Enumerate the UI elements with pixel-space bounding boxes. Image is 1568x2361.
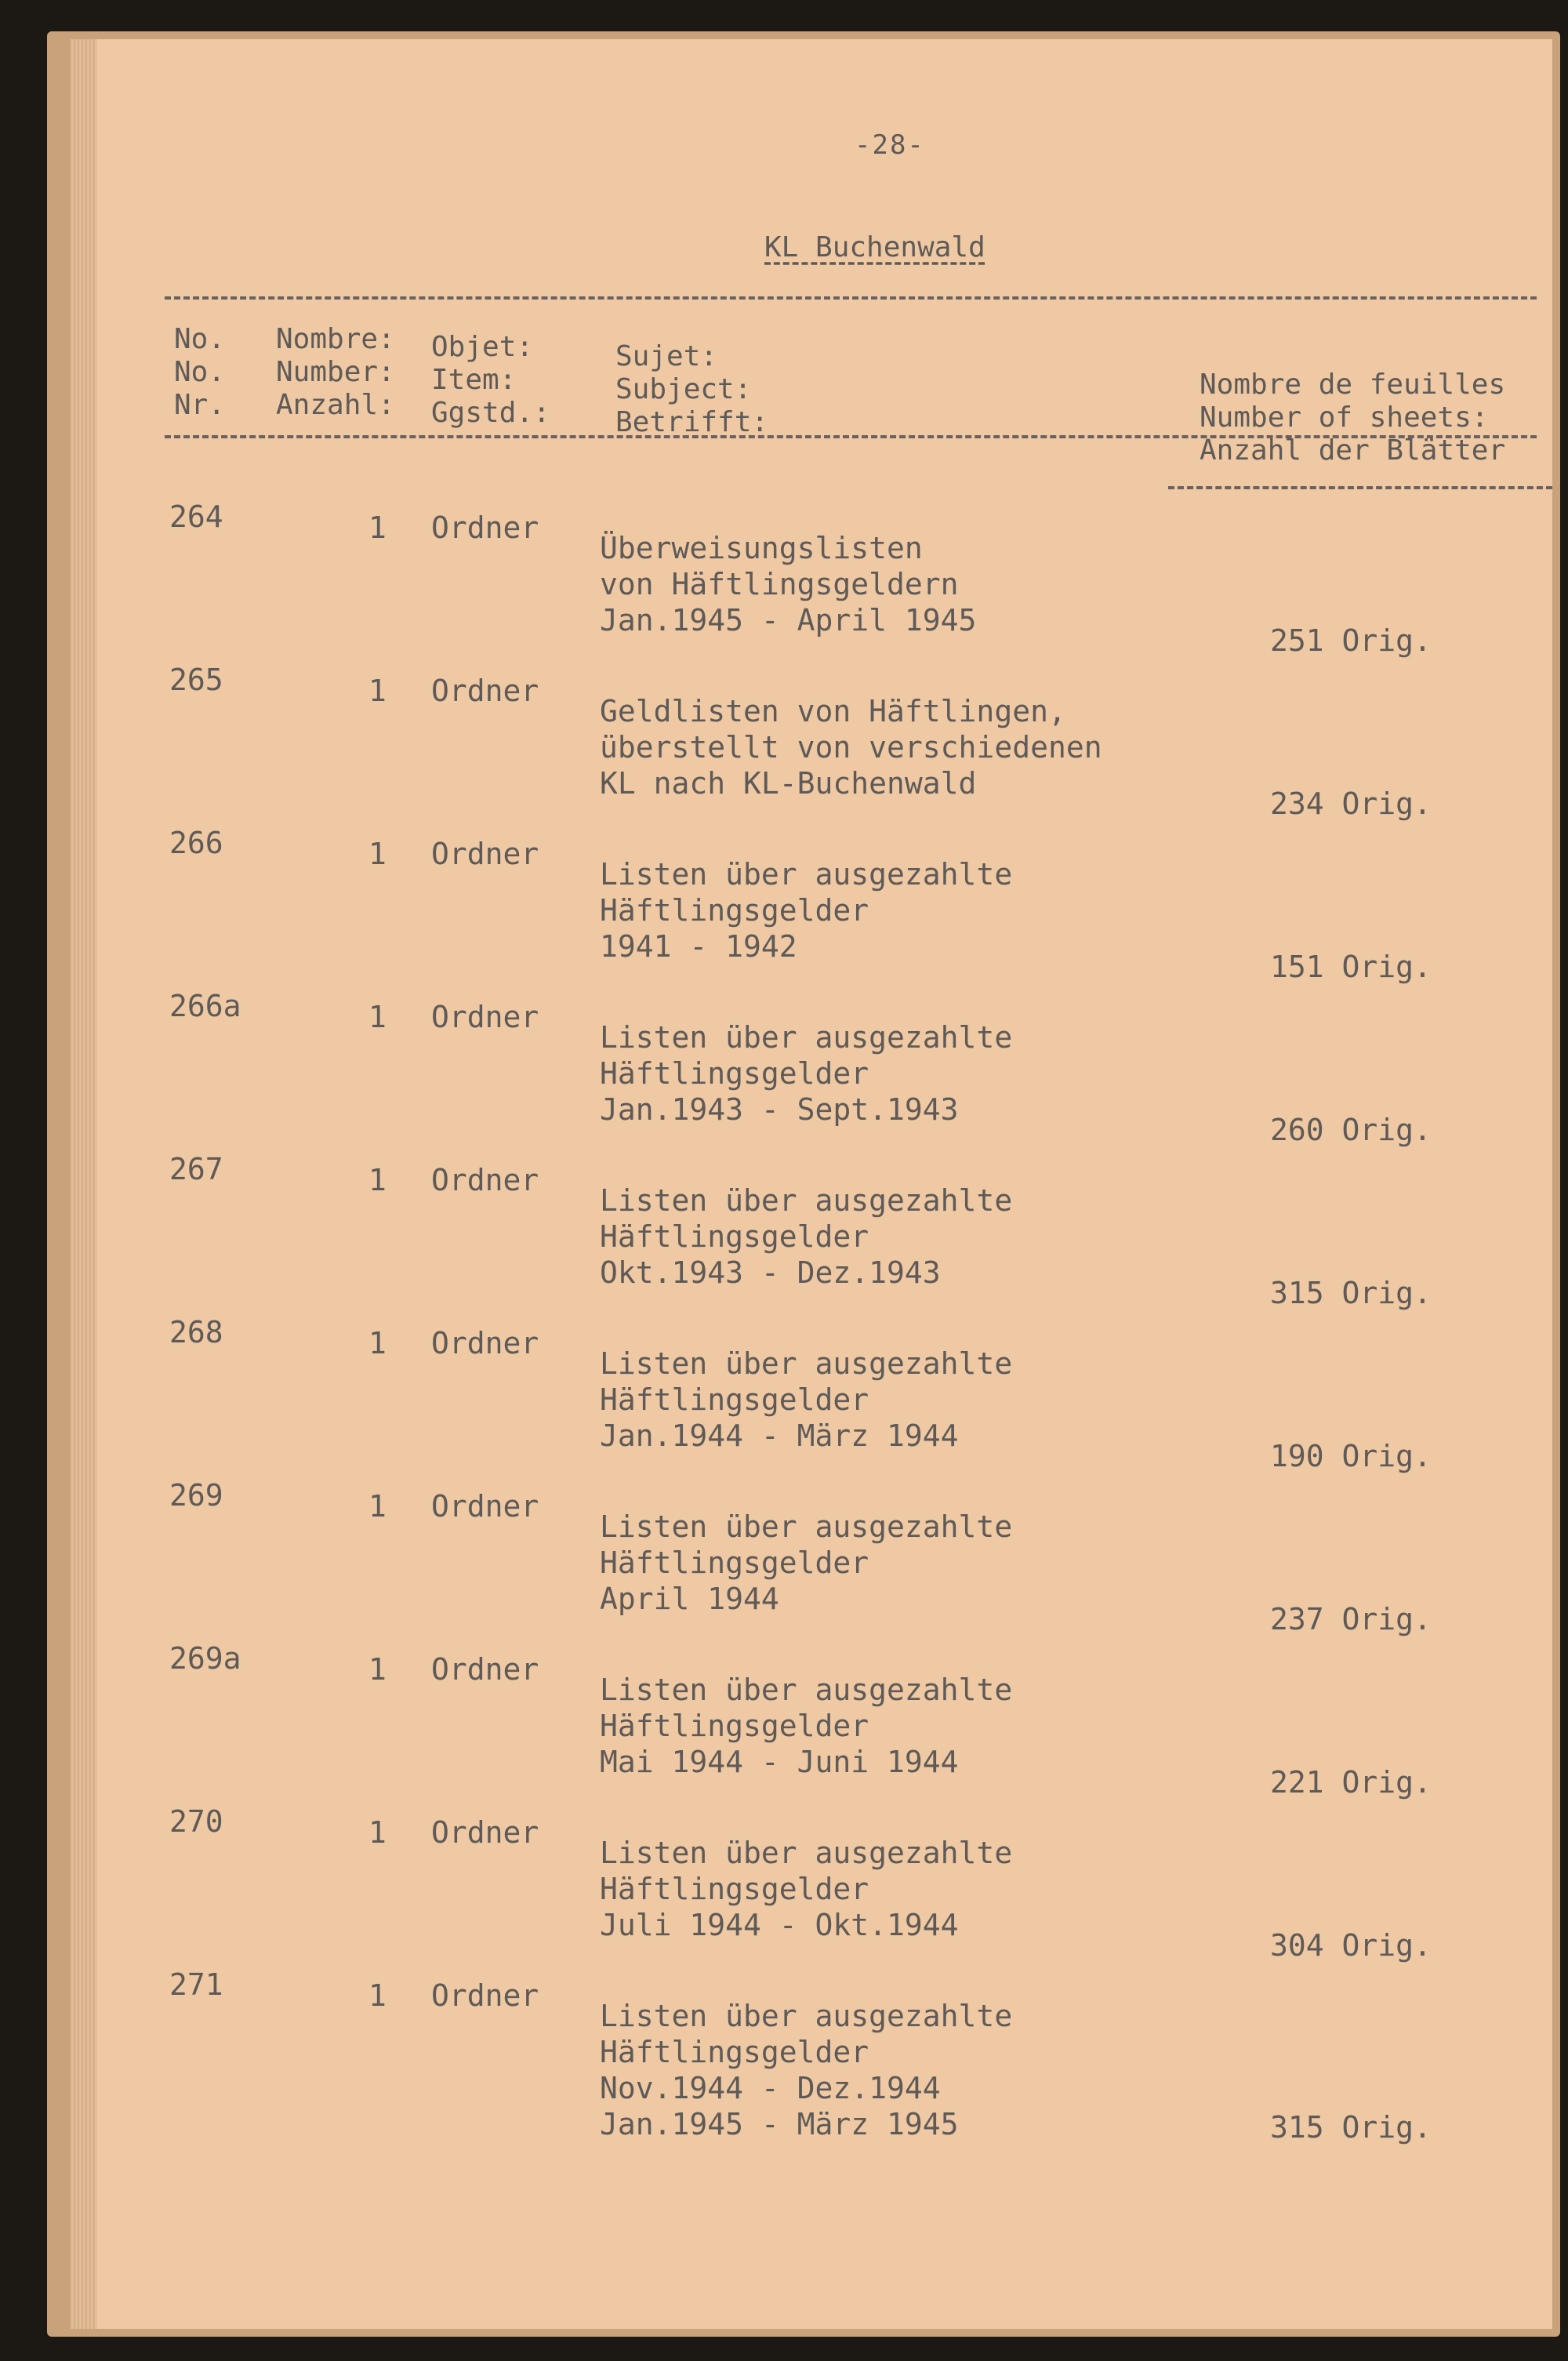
entry-item: Ordner (431, 1652, 539, 1687)
entry-number: 268 (169, 1315, 223, 1349)
entry-sheets: 151 Orig. (1270, 950, 1432, 984)
entry-subject: Listen über ausgezahlte Häftlingsgelder 1941 - 1942 (600, 857, 1013, 964)
header-sheets: Nombre de feuilles Number of sheets: Anzahl der Blätter (1200, 369, 1506, 467)
entry-subject: Überweisungslisten von Häftlingsgeldern Jan.1945 - April 1945 (600, 531, 977, 637)
entry-number: 271 (169, 1967, 223, 2002)
entry-sheets: 315 Orig. (1270, 2110, 1432, 2145)
entry-266a (71, 991, 1552, 1156)
entry-264 (71, 499, 1552, 667)
entry-item: Ordner (431, 674, 539, 708)
entry-sheets: 304 Orig. (1270, 1928, 1432, 1963)
document-title: KL Buchenwald (764, 231, 985, 263)
header-objet: Objet: Item: Ggstd.: (431, 331, 550, 429)
entry-subject: Listen über ausgezahlte Häftlingsgelder Jan.1944 - März 1944 (600, 1346, 1013, 1453)
header-rule-bottom (165, 435, 1537, 438)
header-no: No. No. Nr. (174, 323, 226, 421)
entry-270 (71, 1804, 1552, 1971)
entry-sheets: 190 Orig. (1270, 1439, 1432, 1473)
entry-subject: Geldlisten von Häftlingen, überstellt von verschiedenen KL nach KL-Buchenwald (600, 694, 1102, 801)
entry-count: 1 (368, 510, 387, 545)
entry-subject: Listen über ausgezahlte Häftlingsgelder Okt.1943 - Dez.1943 (600, 1183, 1013, 1290)
header-rule-top (165, 296, 1537, 300)
entry-item: Ordner (431, 1978, 539, 2013)
header-nombre: Nombre: Number: Anzahl: (276, 323, 395, 421)
entry-sheets: 237 Orig. (1270, 1602, 1432, 1636)
entry-subject: Listen über ausgezahlte Häftlingsgelder Nov.1944 - Dez.1944 Jan.1945 - März 1945 (600, 1999, 1013, 2141)
entry-number: 266a (169, 989, 241, 1023)
entry-subject: Listen über ausgezahlte Häftlingsgelder Jan.1943 - Sept.1943 (600, 1020, 1013, 1127)
entry-271 (71, 1967, 1552, 2174)
entry-269 (71, 1480, 1552, 1645)
entry-number: 267 (169, 1152, 223, 1186)
entry-count: 1 (368, 837, 387, 871)
entry-item: Ordner (431, 1815, 539, 1850)
entry-number: 264 (169, 499, 223, 534)
entry-268 (71, 1317, 1552, 1482)
page-number: -28- (855, 129, 925, 161)
entry-267 (71, 1154, 1552, 1319)
entry-item: Ordner (431, 1489, 539, 1524)
entry-number: 270 (169, 1804, 223, 1839)
entry-number: 269 (169, 1478, 223, 1513)
entry-265 (71, 665, 1552, 830)
entry-count: 1 (368, 1815, 387, 1850)
header-sujet: Sujet: Subject: Betrifft: (615, 340, 769, 438)
entry-count: 1 (368, 1489, 387, 1524)
entry-count: 1 (368, 1652, 387, 1687)
entry-269a (71, 1641, 1552, 1808)
entry-item: Ordner (431, 510, 539, 545)
header-rule-sheets (1168, 486, 1552, 489)
entry-266 (71, 828, 1552, 993)
entry-item: Ordner (431, 1163, 539, 1197)
entry-count: 1 (368, 674, 387, 708)
entry-item: Ordner (431, 1000, 539, 1034)
entry-subject: Listen über ausgezahlte Häftlingsgelder Juli 1944 - Okt.1944 (600, 1836, 1013, 1942)
entry-sheets: 315 Orig. (1270, 1276, 1432, 1310)
entry-number: 265 (169, 663, 223, 697)
entry-count: 1 (368, 1978, 387, 2013)
entry-subject: Listen über ausgezahlte Häftlingsgelder April 1944 (600, 1509, 1013, 1616)
entry-sheets: 251 Orig. (1270, 623, 1432, 658)
entry-item: Ordner (431, 837, 539, 871)
document-page (71, 39, 1552, 2329)
entry-count: 1 (368, 1326, 387, 1360)
entry-sheets: 234 Orig. (1270, 786, 1432, 821)
entry-number: 266 (169, 826, 223, 860)
entry-count: 1 (368, 1163, 387, 1197)
entry-sheets: 221 Orig. (1270, 1765, 1432, 1800)
entry-sheets: 260 Orig. (1270, 1113, 1432, 1147)
entry-number: 269a (169, 1641, 241, 1676)
entry-item: Ordner (431, 1326, 539, 1360)
entry-count: 1 (368, 1000, 387, 1034)
entry-subject: Listen über ausgezahlte Häftlingsgelder Mai 1944 - Juni 1944 (600, 1673, 1013, 1779)
